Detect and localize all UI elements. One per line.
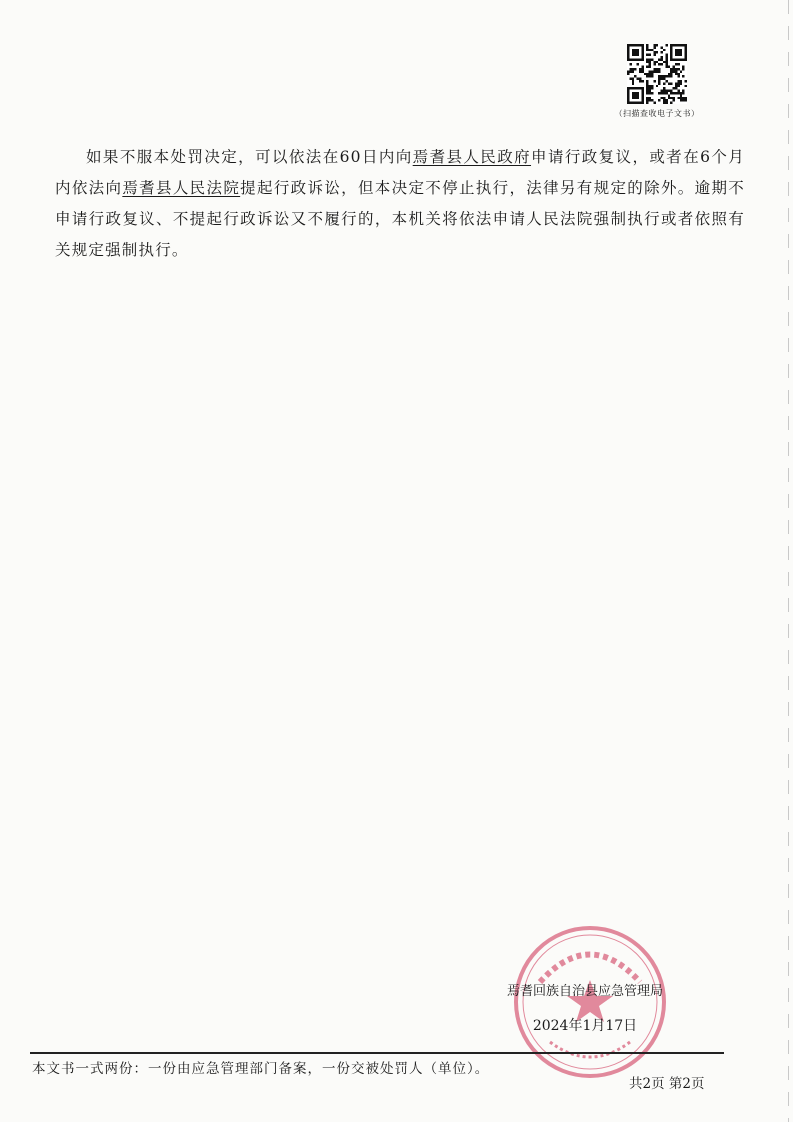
appeal-notice-paragraph <box>55 142 745 266</box>
seal-bottom-strokes <box>550 1042 630 1057</box>
notice-text-part-1: 如果不服本处罚决定，可以依法在60日内向 <box>86 148 413 166</box>
scan-edge-line <box>788 0 789 1122</box>
footer-divider <box>30 1052 724 1054</box>
notice-text-part-2: 申请行政复议，或者在6个月内依法向 <box>55 148 745 197</box>
page-number: 共2页 第2页 <box>629 1076 705 1092</box>
qr-code-icon[interactable] <box>627 44 687 104</box>
qr-block <box>612 44 702 119</box>
signoff-block <box>470 975 700 1043</box>
qr-caption: （扫描查收电子文书） <box>614 109 700 118</box>
footer-copies-note: 本文书一式两份：一份由应急管理部门备案，一份交被处罚人（单位）。 <box>32 1061 490 1077</box>
notice-text-part-3: 提起行政诉讼，但本决定不停止执行，法律另有规定的除外。逾期不申请行政复议、不提起行政诉讼又不履行的，本机关将依法申请人民法院强制执行或者依照有关规定强制执行。 <box>55 179 745 259</box>
court-name-underlined: 焉耆县人民法院 <box>122 179 241 197</box>
gov-name-underlined: 焉耆县人民政府 <box>412 148 532 166</box>
issue-date: 2024年1月17日 <box>532 1018 638 1034</box>
issuing-authority: 焉耆回族自治县应急管理局 <box>506 984 663 999</box>
